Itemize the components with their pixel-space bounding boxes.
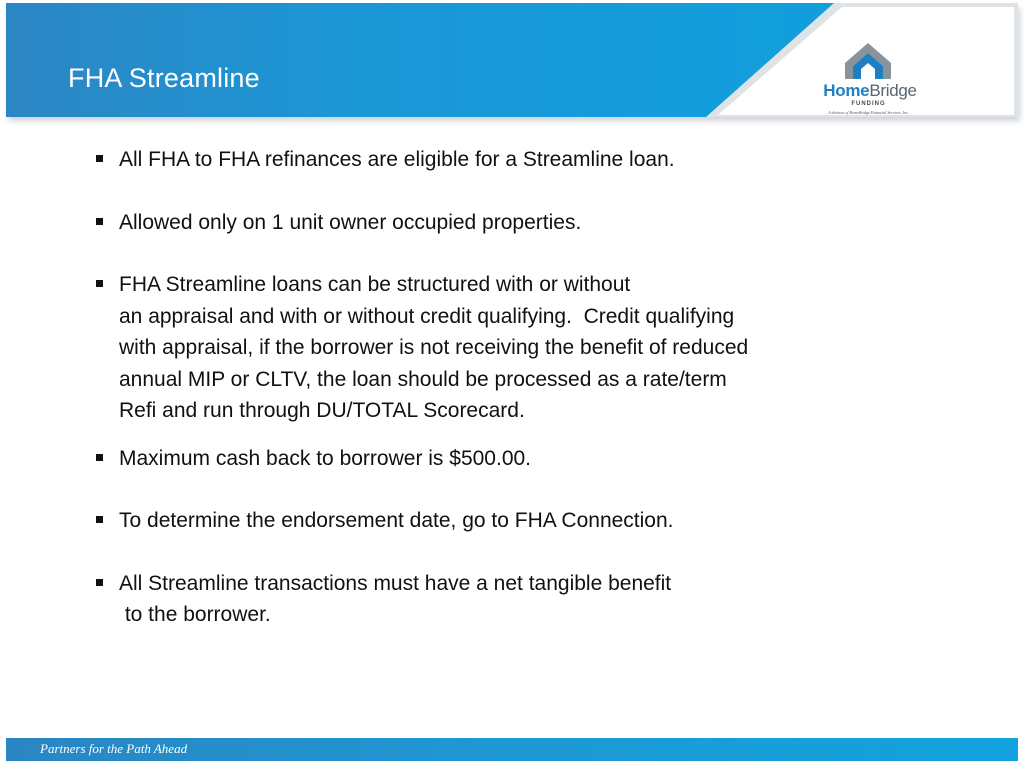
logo-word-bridge: Bridge — [869, 81, 917, 100]
slide-title: FHA Streamline — [68, 63, 260, 93]
bullet-text: annual MIP or CLTV, the loan should be processed as a rate/term — [119, 367, 727, 391]
house-icon — [843, 41, 893, 81]
bullet-text: To determine the endorsement date, go to FHA Connection. — [119, 509, 674, 532]
square-bullet-icon — [96, 218, 103, 225]
bullet-text: Maximum cash back to borrower is $500.00. — [119, 446, 532, 470]
bullet-item — [92, 443, 952, 475]
square-bullet-icon — [96, 280, 103, 287]
bullet-item — [92, 505, 952, 537]
logo-funding: FUNDING — [851, 101, 886, 107]
logo-word-home: Home — [823, 81, 870, 100]
bullet-item — [92, 568, 952, 631]
square-bullet-icon — [96, 454, 103, 461]
square-bullet-icon — [96, 516, 103, 523]
footer-bar — [6, 738, 1018, 761]
bullet-text: with appraisal, if the borrower is not receiving the benefit of reduced — [119, 336, 749, 359]
footer-tagline: Partners for the Path Ahead — [40, 741, 188, 756]
bullet-list — [92, 142, 952, 631]
square-bullet-icon — [96, 579, 103, 586]
bullet-text: to the borrower. — [119, 603, 271, 626]
bullet-item — [92, 207, 952, 239]
bullet-item — [92, 144, 952, 176]
bullet-text: All FHA to FHA refinances are eligible for a Streamline loan. — [119, 148, 675, 171]
bullet-text: FHA Streamline loans can be structured with or without — [119, 273, 631, 296]
square-bullet-icon — [96, 155, 103, 162]
bullet-item — [92, 269, 952, 427]
logo-tagline: A division of HomeBridge Financial Services, Inc. — [828, 110, 909, 115]
bullet-text: All Streamline transactions must have a net tangible benefit — [119, 571, 672, 595]
bullet-text: Refi and run through DU/TOTAL Scorecard. — [119, 399, 525, 422]
logo-wordmark — [808, 81, 932, 101]
title-banner — [6, 3, 1018, 117]
bullet-text: an appraisal and with or without credit qualifying. Credit qualifying — [119, 304, 735, 328]
homebridge-logo — [806, 41, 931, 117]
bullet-text: Allowed only on 1 unit owner occupied properties. — [119, 210, 582, 234]
